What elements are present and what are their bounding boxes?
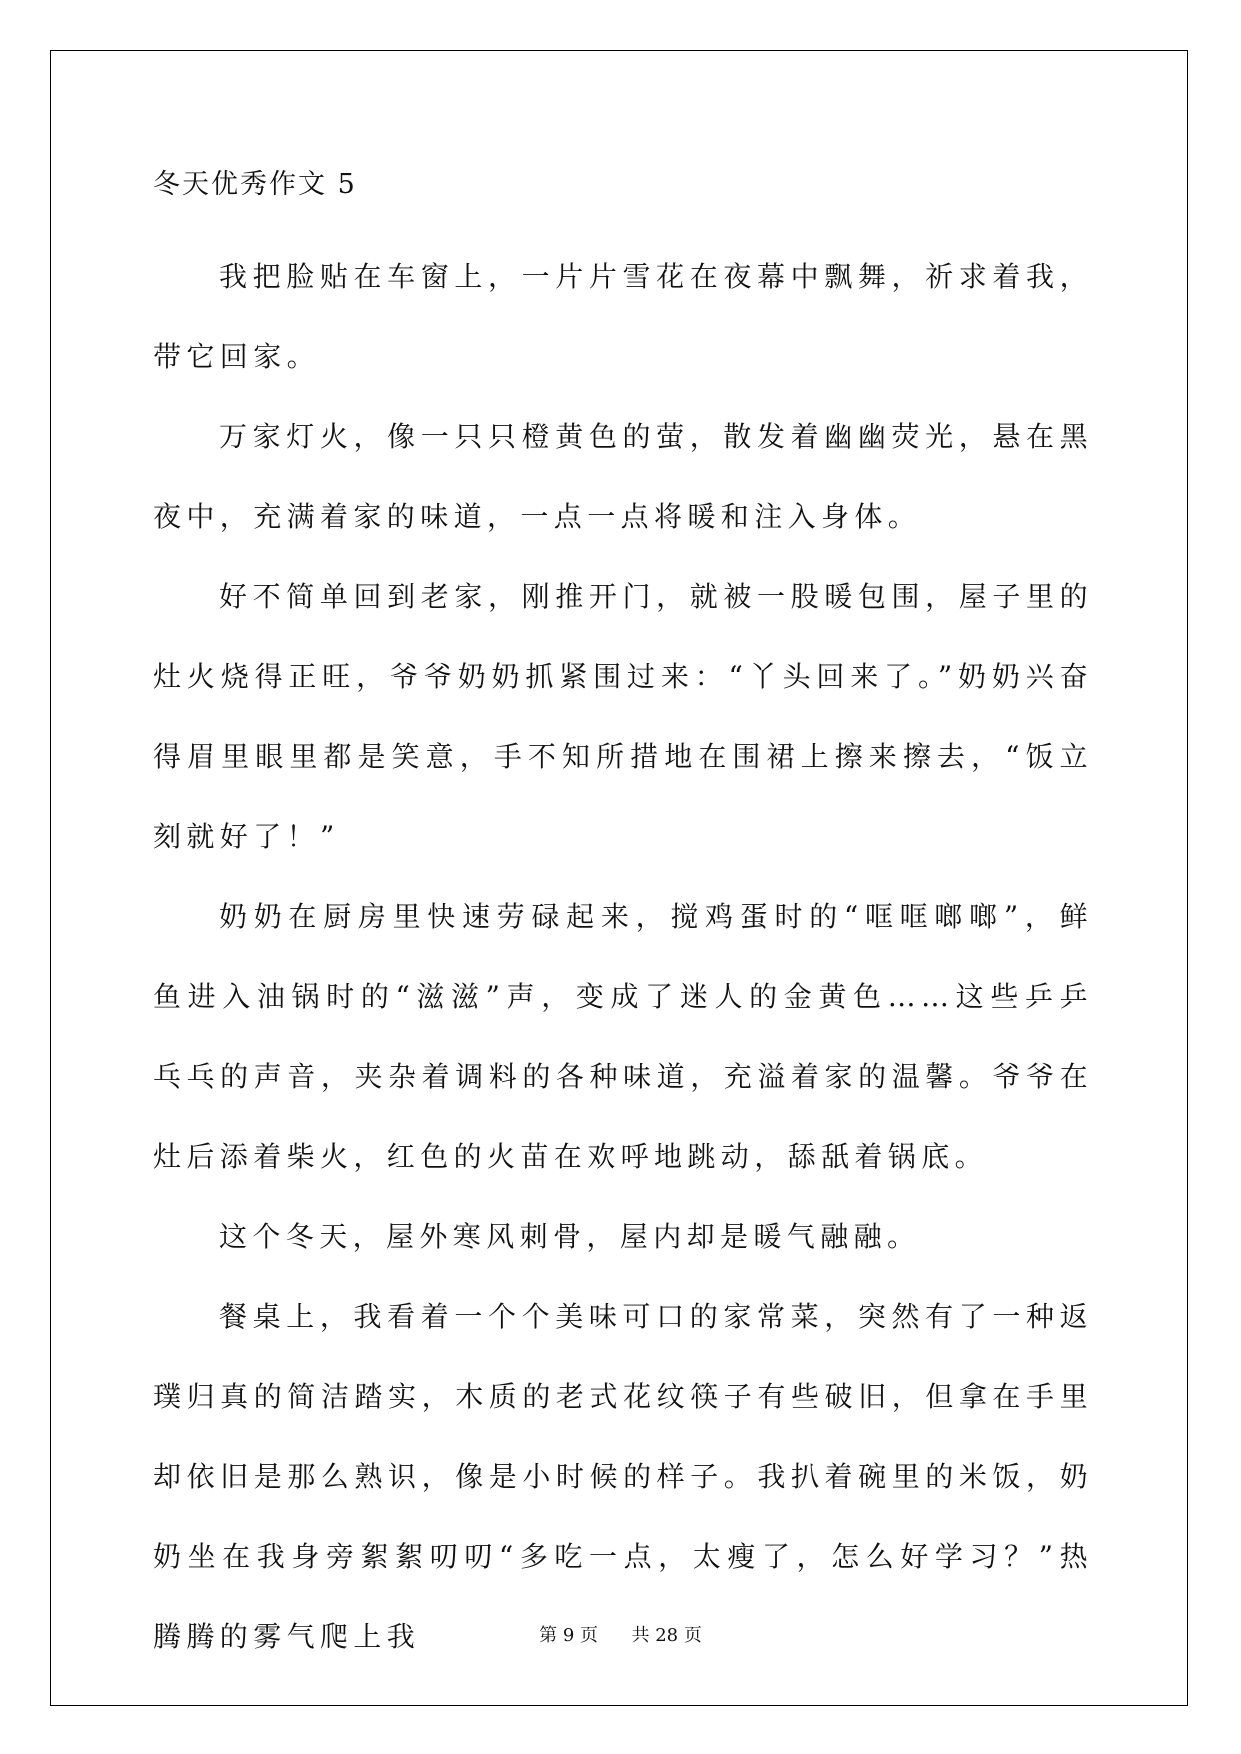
paragraph: 我把脸贴在车窗上，一片片雪花在夜幕中飘舞，祈求着我，带它回家。 bbox=[153, 260, 1093, 373]
paragraph: 餐桌上，我看着一个个美味可口的家常菜，突然有了一种返璞归真的简洁踏实，木质的老式花纹筷子有些破旧，但拿在手里却依旧是那么熟识，像是小时候的样子。我扒着碗里的米饭，奶奶坐在我身旁絮絮叨叨“多吃一点，太瘦了，怎么好学习？”热腾腾的雾气爬上我 bbox=[153, 1300, 1093, 1653]
paragraph: 奶奶在厨房里快速劳碌起来，搅鸡蛋时的“哐哐啷啷”，鲜鱼进入油锅时的“滋滋”声，变成了迷人的金黄色……这些乒乒乓乓的声音，夹杂着调料的各种味道，充溢着家的温馨。爷爷在灶后添着柴火，红色的火苗在欢呼地跳动，舔舐着锅底。 bbox=[153, 900, 1093, 1173]
paragraph: 万家灯火，像一只只橙黄色的萤，散发着幽幽荧光，悬在黑夜中，充满着家的味道，一点一点将暖和注入身体。 bbox=[153, 420, 1093, 533]
page-number: 第 9 页 bbox=[539, 1625, 599, 1646]
page-footer bbox=[0, 1624, 1241, 1648]
total-pages: 共 28 页 bbox=[631, 1625, 702, 1646]
document-body bbox=[153, 165, 1093, 1677]
paragraph: 好不简单回到老家，刚推开门，就被一股暖包围，屋子里的灶火烧得正旺，爷爷奶奶抓紧围过来：“丫头回来了。”奶奶兴奋得眉里眼里都是笑意，手不知所措地在围裙上擦来擦去，“饭立刻就好了！” bbox=[153, 580, 1093, 853]
paragraph: 这个冬天，屋外寒风刺骨，屋内却是暖气融融。 bbox=[219, 1220, 921, 1253]
essay-title: 冬天优秀作文 5 bbox=[153, 169, 357, 200]
